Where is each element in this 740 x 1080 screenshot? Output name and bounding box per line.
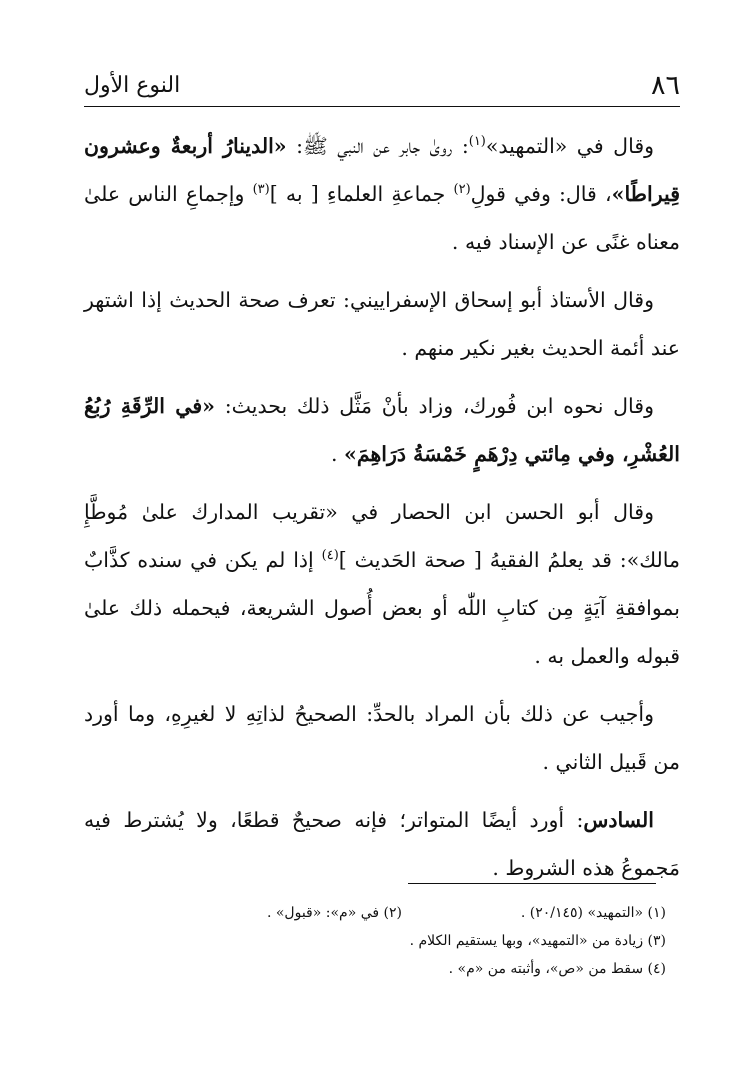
footnote-ref-4[interactable]: (٤) xyxy=(321,548,339,564)
text-run: ، قال: وفي قولِ xyxy=(470,182,612,206)
text-run: جماعةِ العلماءِ [ به ] xyxy=(269,182,454,206)
paragraph-1 xyxy=(84,122,680,266)
page-header xyxy=(84,66,680,107)
footnote-4: (٤) سقط من «ص»، وأثبته من «م» . xyxy=(448,961,666,977)
footnote-row xyxy=(84,927,680,955)
paragraph-5: وأجيب عن ذلك بأن المراد بالحدِّ: الصحيحُ لذاتِهِ لا لغيرِهِ، وما أورد من قَبيل الثاني . xyxy=(84,702,680,774)
paragraph-6 xyxy=(84,796,680,892)
text-run: . xyxy=(330,442,344,466)
text-run: وقال أبو الحسن ابن الحصار في «تقريب المدارك علىٰ مُوطَّإِ مالك»: قد يعلمُ الفقيهُ [ صحة الحَديث ] xyxy=(84,500,681,572)
footnote-divider xyxy=(408,883,656,884)
footnote-row xyxy=(84,899,680,927)
footnote-ref-1[interactable]: (١) xyxy=(468,134,486,150)
footnote-row xyxy=(84,955,680,983)
paragraph-2: وقال الأستاذ أبو إسحاق الإسفراييني: تعرف صحة الحديث إذا اشتهر عند أئمة الحديث بغير نكير منهم . xyxy=(84,288,680,360)
text-run: وإجماعِ الناس علىٰ معناه غنًى عن الإسناد فيه . xyxy=(84,182,680,254)
paragraph-4 xyxy=(84,488,680,680)
footnote-ref-2[interactable]: (٢) xyxy=(453,182,471,198)
text-run: إذا لم يكن في سنده كذَّابٌ بموافقةِ آيَةٍ مِن كتابِ اللّٰه أو بعض أُصول الشريعة، فيحمله ذلك علىٰ قبوله والعمل به . xyxy=(84,548,680,668)
text-run: : روىٰ جابر عن النبي ﷺ: xyxy=(286,134,469,158)
page-number: ٨٦ xyxy=(650,70,680,101)
main-text xyxy=(84,122,680,902)
paragraph-3 xyxy=(84,382,680,478)
hadith-quote: «في الرِّقَةِ رُبُعُ العُشْرِ، وفي مِائتي دِرْهَمٍ خَمْسَةُ دَرَاهِمَ» xyxy=(84,394,680,466)
text-run: : أورد أيضًا المتواتر؛ فإنه صحيحٌ قطعًا، ولا يُشترط فيه مَجموعُ هذه الشروط . xyxy=(84,808,680,880)
text-run: وقال نحوه ابن فُورك، وزاد بأنْ مَثَّل ذلك بحديث: xyxy=(214,394,654,418)
footnote-2: (٢) في «م»: «قبول» . xyxy=(266,905,402,921)
footnote-3: (٣) زيادة من «التمهيد»، وبها يستقيم الكلام . xyxy=(409,933,666,949)
hadith-quote: «الدينارُ أربعةٌ وعشرون قِيراطًا» xyxy=(84,134,680,206)
section-keyword: السادس xyxy=(583,808,654,832)
footnote-1: (١) «التمهيد» (٢٠/١٤٥) . xyxy=(520,905,666,921)
footnotes xyxy=(84,899,680,983)
text-run: وقال في «التمهيد» xyxy=(485,134,655,158)
chapter-title: النوع الأول xyxy=(84,73,181,98)
footnote-ref-3[interactable]: (٣) xyxy=(252,182,270,198)
